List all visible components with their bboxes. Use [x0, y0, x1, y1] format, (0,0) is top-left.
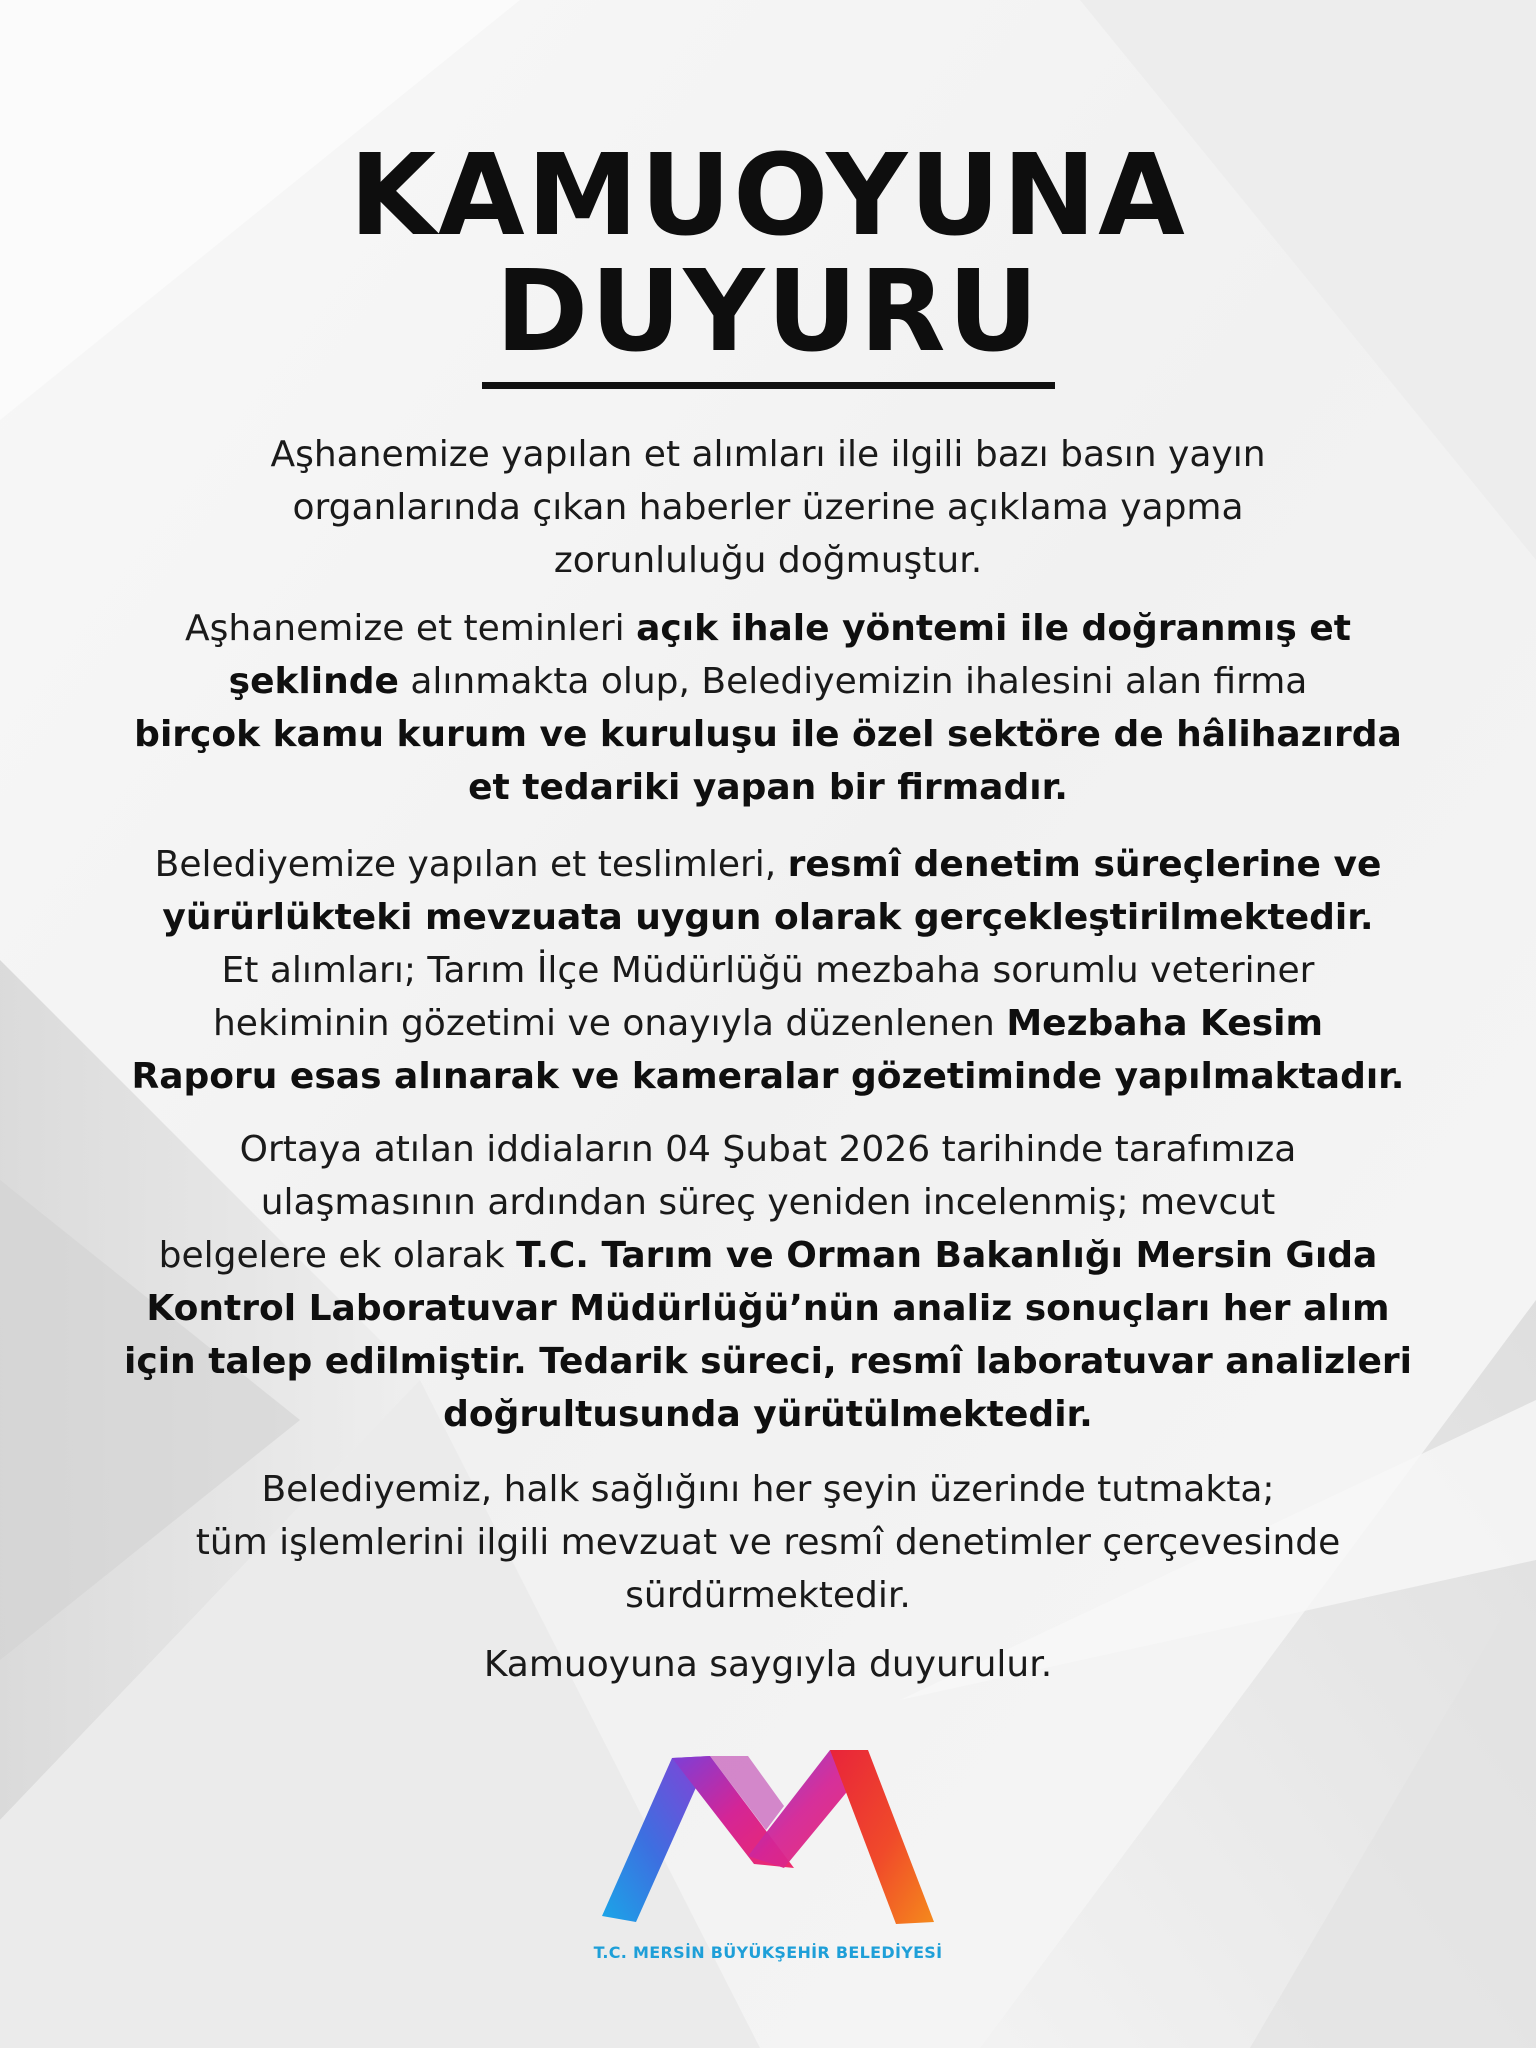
bold-text: doğrultusunda yürütülmektedir. [443, 1394, 1093, 1435]
bold-text: et tedariki yapan bir firmadır. [468, 767, 1068, 808]
title-underline [482, 382, 1055, 389]
page-title-line-1: KAMUOYUNA [349, 131, 1187, 261]
bold-text: Raporu esas alınarak ve kameralar gözetiminde yapılmaktadır. [131, 1056, 1405, 1097]
paragraph-public-health [60, 1463, 1476, 1622]
text-line: alınmakta olup, Belediyemizin ihalesini alan firma [398, 661, 1308, 702]
paragraph-procurement [60, 602, 1476, 814]
paragraph-intro [60, 428, 1476, 587]
bold-text: şeklinde [228, 661, 399, 702]
text-line: Belediyemize yapılan et teslimleri, [154, 844, 788, 885]
text-line: belgelere ek olarak [158, 1235, 517, 1276]
mersin-logo-icon [598, 1736, 938, 1932]
bold-text: açık ihale yöntemi ile doğranmış et [636, 608, 1351, 649]
text-line: sürdürmektedir. [625, 1575, 911, 1616]
bold-text: resmî denetim süreçlerine ve [787, 844, 1382, 885]
bold-text: yürürlükteki mevzuata uygun olarak gerçekleştirilmektedir. [162, 897, 1374, 938]
bold-text: T.C. Tarım ve Orman Bakanlığı Mersin Gıda [516, 1235, 1378, 1276]
paragraph-allegations [60, 1123, 1476, 1441]
text-line: Belediyemiz, halk sağlığını her şeyin üzerinde tutmakta; [261, 1469, 1275, 1510]
text-line: Ortaya atılan iddiaların 04 Şubat 2026 tarihinde tarafımıza [239, 1129, 1297, 1170]
text-line: tüm işlemlerini ilgili mevzuat ve resmî denetimler çerçevesinde [195, 1522, 1341, 1563]
text-line: ulaşmasının ardından süreç yeniden incelenmiş; mevcut [260, 1182, 1276, 1223]
text-line: Kamuoyuna saygıyla duyurulur. [483, 1644, 1053, 1685]
page-title-line-2: DUYURU [495, 247, 1041, 377]
text-line: organlarında çıkan haberler üzerine açıklama yapma [292, 487, 1244, 528]
text-line: Aşhanemize et teminleri [185, 608, 637, 649]
paragraph-closing [60, 1638, 1476, 1691]
bold-text: Kontrol Laboratuvar Müdürlüğü’nün analiz sonuçları her alım [146, 1288, 1390, 1329]
paragraph-inspection [60, 838, 1476, 1103]
text-line: zorunluluğu doğmuştur. [553, 540, 983, 581]
logo-caption: T.C. MERSİN BÜYÜKŞEHİR BELEDİYESİ [593, 1943, 943, 1962]
bold-text: Mezbaha Kesim [1006, 1003, 1323, 1044]
text-line: hekiminin gözetimi ve onayıyla düzenlenen [212, 1003, 1007, 1044]
bold-text: için talep edilmiştir. Tedarik süreci, resmî laboratuvar analizleri [124, 1341, 1412, 1382]
text-line: Et alımları; Tarım İlçe Müdürlüğü mezbaha sorumlu veteriner [221, 950, 1315, 991]
text-line: Aşhanemize yapılan et alımları ile ilgili bazı basın yayın [270, 434, 1266, 475]
bold-text: birçok kamu kurum ve kuruluşu ile özel sektöre de hâlihazırda [134, 714, 1402, 755]
